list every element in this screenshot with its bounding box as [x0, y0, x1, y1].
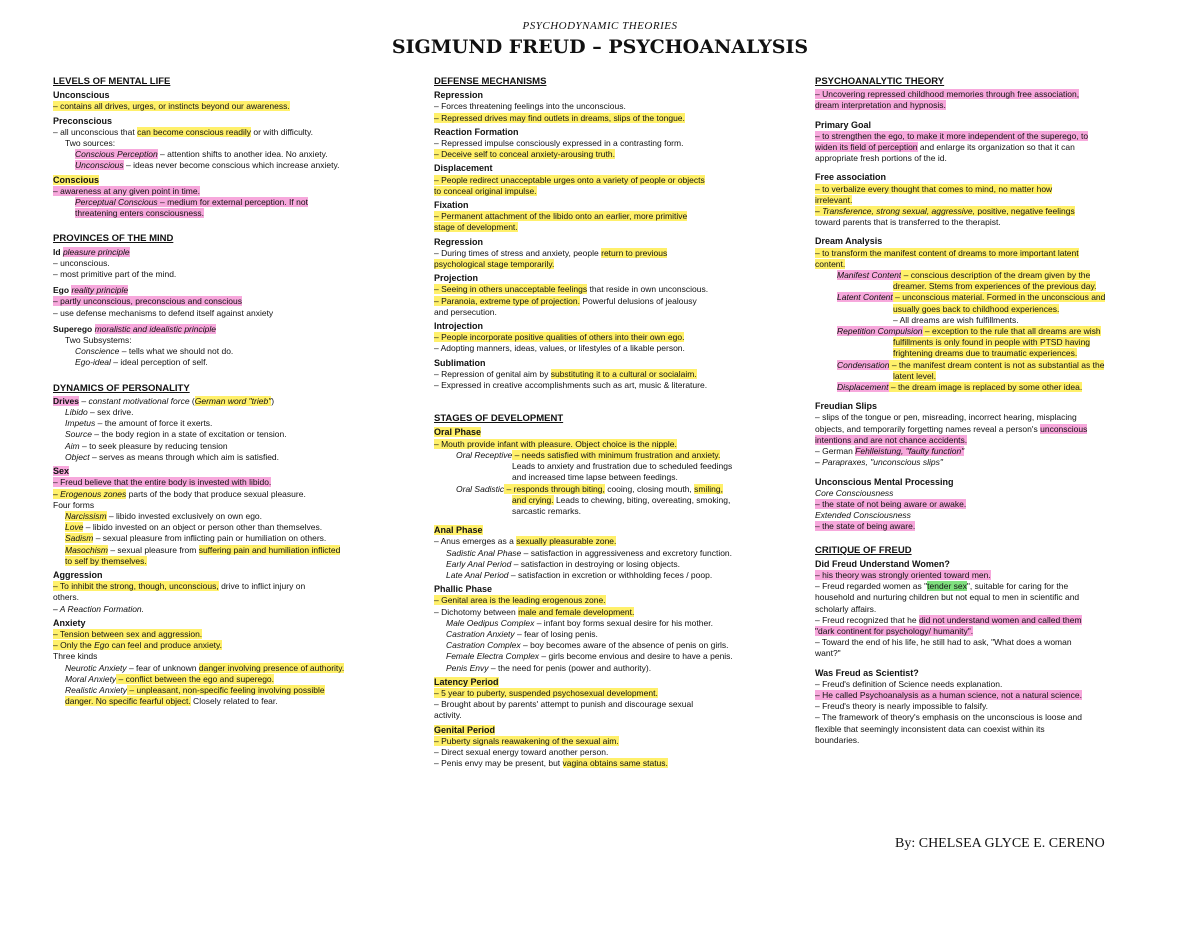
- text-line: – girls become envious and desire to have a penis.: [539, 651, 733, 662]
- text-line: – Penis envy may be present, but: [434, 758, 563, 769]
- term-italic: Neurotic Anxiety: [65, 662, 127, 673]
- text-highlight: fulfillments is only found in people with PTSD having: [893, 337, 1091, 348]
- text-highlight: – the manifest dream content is not as substantial as the: [889, 359, 1105, 370]
- term-italic: Love: [65, 522, 84, 533]
- term-italic: moralistic and idealistic principle: [94, 323, 216, 334]
- text-highlight: smiling,: [694, 483, 723, 494]
- text-line: – boy becomes aware of the absence of penis on girls.: [520, 640, 729, 651]
- text-highlight: did not understand women and called them: [918, 614, 1082, 625]
- text-line: – satisfaction in excretion or withholding feces / poop.: [508, 569, 713, 580]
- term-primary-goal: Primary Goal: [815, 119, 872, 130]
- term-latency-period: Latency Period: [434, 676, 499, 687]
- text-line: objects, and temporarily forgetting names reveal a person's: [815, 423, 1041, 434]
- text-line: Closely related to fear.: [190, 696, 278, 707]
- text-line: – Repression of genital aim by: [434, 368, 551, 379]
- text-line: – partly unconscious, preconscious and conscious: [53, 296, 242, 307]
- text-line: – libido invested on an object or person other than themselves.: [83, 522, 323, 533]
- text-line: ", suitable for caring for the: [966, 581, 1069, 592]
- text-line: – Freud's definition of Science needs explanation.: [815, 678, 1003, 689]
- text-highlight: – 5 year to puberty, suspended psychosexual development.: [434, 687, 658, 698]
- text-line: appropriate fresh portions of the id.: [815, 153, 947, 164]
- text-line: and increased time lapse between feedings.: [512, 472, 678, 483]
- text-line: boundaries.: [815, 734, 860, 745]
- text-highlight: – the state of not being aware or awake.: [815, 498, 967, 509]
- text-line: Core Consciousness: [815, 487, 894, 498]
- text-highlight: – He called Psychoanalysis as a human science, not a natural science.: [815, 689, 1082, 700]
- text-line: or with difficulty.: [250, 126, 314, 137]
- text-line: – use defense mechanisms to defend itself against anxiety: [53, 307, 274, 318]
- text-line: others.: [53, 592, 79, 603]
- term-free-association: Free association: [815, 172, 887, 183]
- term-italic: pleasure principle: [62, 246, 130, 257]
- term-preconscious: Preconscious: [53, 115, 113, 126]
- text-highlight: – conscious description of the dream given by the: [901, 270, 1091, 281]
- text-highlight: – Repressed drives may find outlets in dreams, slips of the tongue.: [434, 112, 685, 123]
- term-italic: Ego-ideal: [75, 357, 111, 368]
- text-line: – to seek pleasure by reducing tension: [79, 440, 228, 451]
- column-left: [53, 76, 371, 707]
- text-line: – fear of unknown: [126, 662, 199, 673]
- text-highlight: – conflict between the ego and superego.: [116, 673, 275, 684]
- term-italic: Manifest Content: [837, 270, 902, 281]
- text-line: – most primitive part of the mind.: [53, 269, 177, 280]
- text-highlight: to conceal original impulse.: [434, 185, 537, 196]
- text-highlight: – Puberty signals reawakening of the sexual aim.: [434, 735, 619, 746]
- text-highlight: danger involving presence of authority.: [198, 662, 345, 673]
- text-highlight: male and female development.: [518, 606, 635, 617]
- text-line: can feel and produce anxiety.: [109, 640, 223, 651]
- text-line: – Toward the end of his life, he still had to ask, "What does a woman: [815, 637, 1072, 648]
- term-regression: Regression: [434, 236, 484, 247]
- text-line: – Repressed impulse consciously expressed in a contrasting form.: [434, 138, 684, 149]
- text-line: (: [189, 395, 195, 406]
- text-highlight: usually goes back to childhood experiences.: [893, 303, 1060, 314]
- text-line: threatening enters consciousness.: [75, 208, 204, 219]
- text-highlight: widen its field of perception: [815, 142, 918, 153]
- text-line: – Freud believe that the: [53, 477, 145, 488]
- text-line: –: [79, 395, 89, 406]
- text-line: Four forms: [53, 499, 95, 510]
- text-highlight: latent level.: [893, 370, 936, 381]
- section-heading-stages: STAGES OF DEVELOPMENT: [434, 413, 564, 425]
- text-highlight: – People incorporate positive qualities of others into their own ego.: [434, 332, 685, 343]
- text-line: household and nurturing children but not equal to men in scientific and: [815, 592, 1080, 603]
- text-line: want?": [815, 648, 841, 659]
- text-highlight: – his theory was strongly oriented toward men.: [815, 569, 991, 580]
- text-line: – Expressed in creative accomplishments such as art, music & literature.: [434, 380, 708, 391]
- text-line: Two sources:: [65, 138, 116, 149]
- term-projection: Projection: [434, 273, 479, 284]
- text-line: – Direct sexual energy toward another person.: [434, 746, 609, 757]
- text-line: – Freud's theory is nearly impossible to falsify.: [815, 701, 988, 712]
- text-highlight: – Permanent attachment of the libido onto an earlier, more primitive: [434, 211, 688, 222]
- text-line: – Adopting manners, ideas, values, or lifestyles of a likable person.: [434, 343, 685, 354]
- text-highlight: unconscious: [1040, 423, 1088, 434]
- text-line: – contains all drives, urges, or instincts beyond our awareness.: [53, 101, 290, 112]
- text-line: – libido invested exclusively on own ego.: [106, 510, 263, 521]
- text-line: – the need for penis (power and authority).: [488, 662, 652, 673]
- term-italic: Realistic Anxiety: [65, 684, 128, 695]
- text-line: – fear of losing penis.: [514, 628, 598, 639]
- term-italic: Late Anal Period: [446, 569, 509, 580]
- text-line: sarcastic remarks.: [512, 505, 581, 516]
- term-phallic-phase: Phallic Phase: [434, 584, 493, 595]
- term-aggression: Aggression: [53, 569, 103, 580]
- text-highlight: psychological stage temporarily.: [434, 259, 555, 270]
- term-drives: Drives: [53, 395, 79, 406]
- term-italic: Female Electra Complex: [446, 651, 540, 662]
- text-line: – Brought about by parents' attempt to punish and discourage sexual: [434, 699, 694, 710]
- term-italic: Displacement: [837, 382, 889, 393]
- text-highlight: and crying.: [512, 494, 554, 505]
- term-question-scientist: Was Freud as Scientist?: [815, 667, 919, 678]
- term-italic: – Parapraxes, "unconscious slips": [815, 457, 943, 468]
- text-line: drive to inflict injury on: [218, 581, 306, 592]
- text-highlight: vagina obtains same status.: [562, 758, 668, 769]
- text-line: toward parents that is transferred to the therapist.: [815, 217, 1001, 228]
- text-highlight: dream interpretation and hypnosis.: [815, 100, 946, 111]
- text-line: and enlarge its organization so that it can: [917, 142, 1075, 153]
- text-line: Powerful delusions of jealousy: [580, 295, 697, 306]
- term-italic: Penis Envy: [446, 662, 489, 673]
- term-italic: Object: [65, 451, 90, 462]
- text-highlight: tender sex: [927, 581, 967, 592]
- text-highlight: stage of development.: [434, 222, 518, 233]
- term-italic: Aim: [65, 440, 80, 451]
- text-line: – attention shifts to another idea. No anxiety.: [157, 149, 328, 160]
- term-id: Id: [53, 246, 61, 257]
- section-heading-provinces: PROVINCES OF THE MIND: [53, 233, 174, 245]
- text-line: – the body region in a state of excitation or tension.: [91, 429, 287, 440]
- text-line: parts of the body that produce sexual pleasure.: [126, 488, 306, 499]
- text-highlight: – to transform the manifest content of dreams to more important latent: [815, 247, 1079, 258]
- text-highlight: irrelevant.: [815, 194, 853, 205]
- text-line: – serves as means through which aim is satisfied.: [89, 451, 280, 462]
- text-highlight: – To inhibit the strong, though, unconscious,: [53, 581, 219, 592]
- text-line: activity.: [434, 710, 462, 721]
- text-highlight: substituting it to a cultural or socialaim.: [550, 368, 697, 379]
- text-line: – Anus emerges as a: [434, 536, 517, 547]
- text-line: – ideal perception of self.: [110, 357, 208, 368]
- term-italic: Oral Receptive: [456, 449, 513, 460]
- text-line: that reside in own unconscious.: [587, 284, 709, 295]
- text-line: – medium for external perception. If not: [157, 197, 308, 208]
- text-line: – unconscious.: [53, 257, 110, 268]
- text-line: Leads to anxiety and frustration due to scheduled feedings: [512, 461, 733, 472]
- text-highlight: – Genital area is the leading erogenous zone.: [434, 595, 606, 606]
- term-anxiety: Anxiety: [53, 617, 86, 628]
- text-line: – tells what we should not do.: [119, 346, 234, 357]
- term-italic: Male Oedipus Complex: [446, 617, 535, 628]
- text-line: – all unconscious that: [53, 126, 138, 137]
- text-line: – awareness at any given point in time.: [53, 185, 200, 196]
- author-signature: By: CHELSEA GLYCE E. CERENO: [895, 836, 1105, 851]
- term-italic: Unconscious: [75, 160, 124, 171]
- text-highlight: can become conscious readily: [137, 126, 251, 137]
- text-highlight: – Uncovering repressed childhood memories through free association,: [815, 89, 1080, 100]
- text-line: – A Reaction Formation.: [53, 603, 145, 614]
- term-introjection: Introjection: [434, 321, 483, 332]
- text-line: – satisfaction in destroying or losing objects.: [511, 558, 681, 569]
- text-line: – sexual pleasure from: [107, 544, 199, 555]
- text-highlight: danger. No specific fearful object.: [65, 696, 191, 707]
- term-italic: constant motivational force: [88, 395, 190, 406]
- text-highlight: – Tension between sex and aggression.: [53, 628, 203, 639]
- section-heading-dynamics: DYNAMICS OF PERSONALITY: [53, 382, 190, 394]
- text-highlight: content.: [815, 258, 846, 269]
- text-line: Three kinds: [53, 651, 98, 662]
- document-title: SIGMUND FREUD – PSYCHOANALYSIS: [391, 36, 809, 58]
- section-heading-theory: PSYCHOANALYTIC THEORY: [815, 76, 945, 87]
- term-superego: Superego: [53, 323, 93, 334]
- text-line: – All dreams are wish fulfillments.: [893, 314, 1019, 325]
- text-highlight: – the dream image is replaced by some other idea.: [888, 382, 1083, 393]
- column-middle: [434, 76, 764, 769]
- term-italic: Moral Anxiety: [65, 673, 117, 684]
- text-line: – slips of the tongue or pen, misreading, incorrect hearing, misplacing: [815, 412, 1077, 423]
- text-line: Leads to chewing, biting, overeating, smoking,: [553, 494, 731, 505]
- term-sex: Sex: [53, 466, 70, 477]
- text-highlight: to self by themselves.: [65, 555, 147, 566]
- text-highlight: – unconscious material. Formed in the unconscious and: [892, 292, 1106, 303]
- text-line: – ideas never become conscious which increase anxiety.: [123, 160, 340, 171]
- text-highlight: entire body is invested with libido.: [144, 477, 272, 488]
- text-line: scholarly affairs.: [815, 603, 877, 614]
- text-highlight: – unpleasant, non-specific feeling involving possible: [127, 684, 325, 695]
- term-reaction-formation: Reaction Formation: [434, 126, 519, 137]
- term-conscious: Conscious: [53, 174, 100, 185]
- text-highlight: intentions and are not chance accidents.: [815, 434, 968, 445]
- term-genital-period: Genital Period: [434, 724, 496, 735]
- text-highlight: return to previous: [601, 247, 668, 258]
- text-highlight: Fehlleistung, "faulty function": [855, 446, 965, 457]
- term-anal-phase: Anal Phase: [434, 525, 483, 536]
- text-line: – the amount of force it exerts.: [95, 418, 213, 429]
- text-highlight: – to strengthen the ego, to make it more independent of the superego, to: [815, 130, 1089, 141]
- text-line: – German: [815, 446, 856, 457]
- text-line: – Forces threatening feelings into the unconscious.: [434, 101, 626, 112]
- term-italic: Conscience: [75, 346, 120, 357]
- text-highlight: – Transference, strong sexual, aggressive,: [815, 206, 976, 217]
- text-line: – satisfaction in aggressiveness and excretory function.: [521, 547, 733, 558]
- text-highlight: – to verbalize every thought that comes to mind, no matter how: [815, 183, 1053, 194]
- term-dream-analysis: Dream Analysis: [815, 236, 883, 247]
- text-line: Two Subsystems:: [65, 335, 132, 346]
- text-highlight: – responds through biting,: [504, 483, 605, 494]
- column-right: [815, 76, 1137, 746]
- term-italic: Castration Complex: [446, 640, 521, 651]
- text-line: and persecution.: [434, 306, 497, 317]
- text-line: Extended Consciousness: [815, 510, 911, 521]
- text-line: – infant boy forms sexual desire for his mother.: [534, 617, 713, 628]
- term-question-women: Did Freud Understand Women?: [815, 558, 950, 569]
- text-line: – sex drive.: [87, 407, 134, 418]
- term-sublimation: Sublimation: [434, 357, 486, 368]
- term-italic: reality principle: [71, 285, 129, 296]
- term-repression: Repression: [434, 90, 484, 101]
- text-highlight: – Seeing in others unacceptable feelings: [434, 284, 588, 295]
- text-highlight: – Paranoia, extreme type of projection.: [434, 295, 580, 306]
- section-heading-critique: CRITIQUE OF FREUD: [815, 544, 912, 556]
- text-highlight: – Mouth provide infant with pleasure. Object choice is the nipple.: [434, 438, 677, 449]
- term-italic: Libido: [65, 407, 88, 418]
- term-italic: Castration Anxiety: [446, 628, 515, 639]
- section-heading-levels: LEVELS OF MENTAL LIFE: [53, 76, 171, 87]
- text-line: – Dichotomy between: [434, 606, 519, 617]
- term-displacement: Displacement: [434, 163, 493, 174]
- term-italic: Oral Sadistic: [456, 483, 505, 494]
- text-highlight: – People redirect unacceptable urges onto a variety of people or objects: [434, 174, 705, 185]
- term-fixation: Fixation: [434, 200, 469, 211]
- term-italic: Latent Content: [837, 292, 893, 303]
- term-oral-phase: Oral Phase: [434, 427, 482, 438]
- term-ego: Ego: [53, 285, 70, 296]
- term-unconscious-processing: Unconscious Mental Processing: [815, 476, 954, 487]
- text-highlight: German word "trieb": [194, 395, 272, 406]
- term-italic: Perceptual Conscious: [75, 197, 158, 208]
- text-line: – The framework of theory's emphasis on the unconscious is loose and: [815, 712, 1082, 723]
- term-italic: Masochism: [65, 544, 108, 555]
- term-italic: Sadistic Anal Phase: [446, 547, 522, 558]
- term-italic: Source: [65, 429, 92, 440]
- text-highlight: – the state of being aware.: [815, 521, 916, 532]
- term-italic: Ego: [94, 640, 110, 651]
- text-highlight: positive, negative feelings: [975, 206, 1075, 217]
- text-line: – Only the: [53, 640, 95, 651]
- term-italic: Narcissism: [65, 510, 107, 521]
- text-line: cooing, closing mouth,: [604, 483, 695, 494]
- text-line: – During times of stress and anxiety, people: [434, 247, 602, 258]
- term-italic: Condensation: [837, 359, 890, 370]
- term-italic: Conscious Perception: [75, 149, 158, 160]
- text-highlight: – Deceive self to conceal anxiety-arousing truth.: [434, 149, 615, 160]
- term-italic: Impetus: [65, 418, 96, 429]
- text-line: – Freud regarded women as ": [815, 581, 928, 592]
- term-freudian-slips: Freudian Slips: [815, 401, 878, 412]
- term-italic: Sadism: [65, 533, 94, 544]
- text-highlight: – Erogenous zones: [53, 488, 127, 499]
- term-italic: Early Anal Period: [446, 558, 512, 569]
- term-unconscious: Unconscious: [53, 90, 110, 101]
- text-highlight: dreamer. Stems from experiences of the previous day.: [893, 281, 1097, 292]
- text-line: flexible that seemingly inconsistent data can coexist within its: [815, 723, 1045, 734]
- text-line: ): [271, 395, 275, 406]
- text-highlight: – exception to the rule that all dreams are wish: [922, 326, 1101, 337]
- text-line: – sexual pleasure from inflicting pain or humiliation on others.: [93, 533, 327, 544]
- text-highlight: – needs satisfied with minimum frustration and anxiety.: [512, 449, 721, 460]
- text-highlight: frightening dreams due to traumatic experiences.: [893, 348, 1078, 359]
- section-heading-defense: DEFENSE MECHANISMS: [434, 76, 547, 87]
- text-highlight: "dark continent for psychology/ humanity".: [815, 625, 974, 636]
- document-kicker: PSYCHODYNAMIC THEORIES: [522, 20, 678, 32]
- text-line: – Freud recognized that he: [815, 614, 919, 625]
- term-italic: Repetition Compulsion: [837, 326, 923, 337]
- text-highlight: sexually pleasurable zone.: [516, 536, 617, 547]
- text-highlight: suffering pain and humiliation inflicted: [198, 544, 341, 555]
